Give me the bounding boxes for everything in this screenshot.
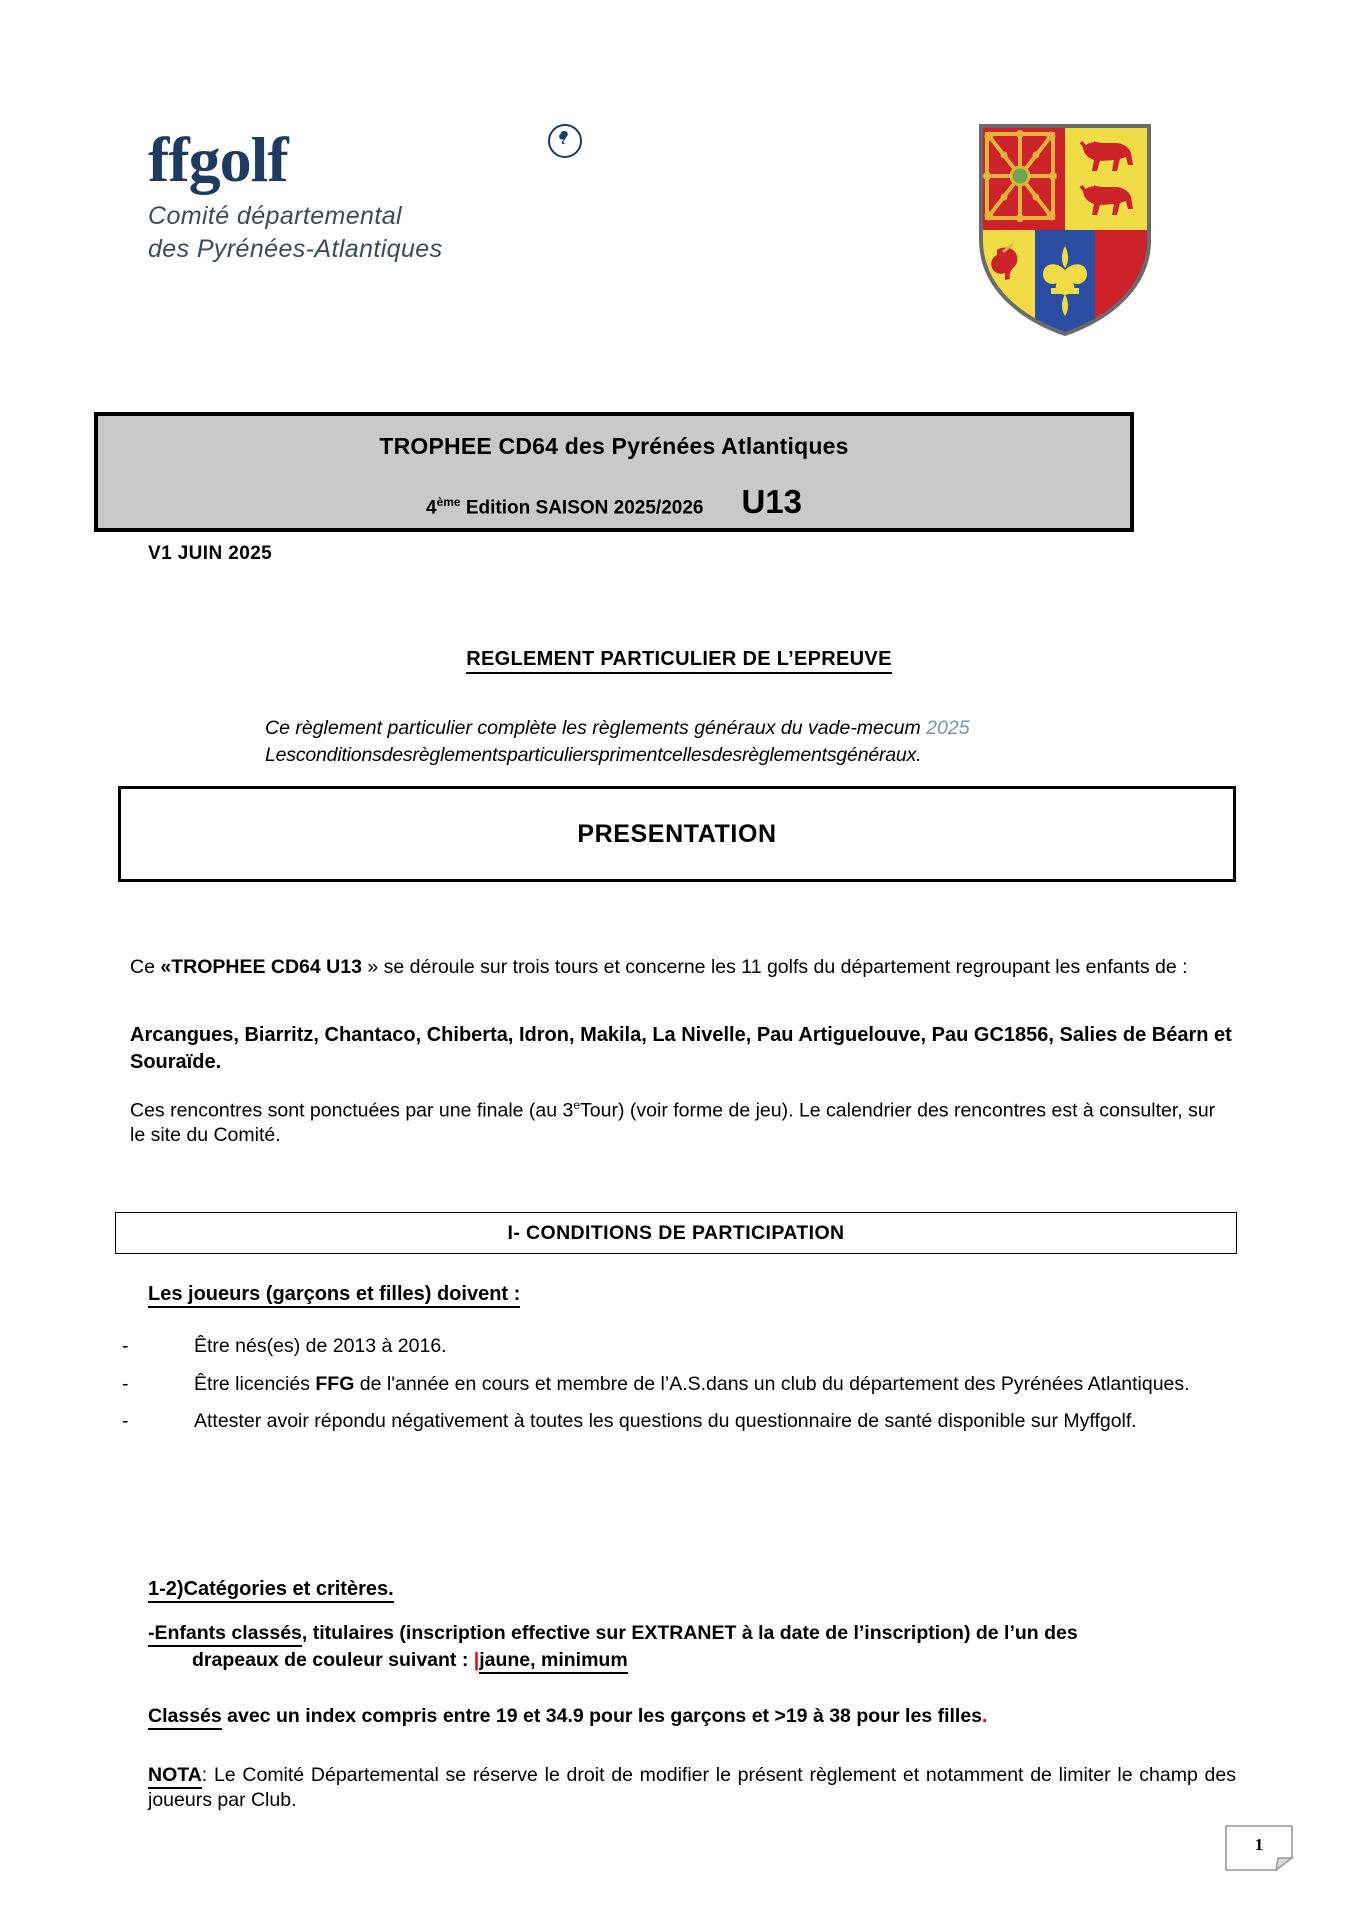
- players-requirements-text: Les joueurs (garçons et filles) doivent :: [148, 1283, 520, 1308]
- version-label: V1 JUIN 2025: [148, 543, 273, 564]
- red-period-mark: .: [982, 1705, 988, 1727]
- trophy-subtitle-row: [98, 485, 1130, 519]
- vade-mecum-line2: Lesconditionsdesrèglementsparticuliersprimentcellesdesrèglementsgénéraux.: [265, 743, 922, 766]
- trophy-title-box: [94, 412, 1134, 532]
- finale-prefix: Ces rencontres sont ponctuées par une finale (au 3: [130, 1099, 574, 1122]
- document-header: [0, 0, 1358, 360]
- finale-ordinal-suffix: e: [573, 1098, 581, 1112]
- vade-mecum-line1: [265, 715, 1105, 742]
- finale-paragraph: [130, 1098, 1225, 1148]
- intro-suffix: » se déroule sur trois tours et concerne les 11 golfs du département regroupant les enfants de :: [361, 956, 1188, 978]
- age-category-label: U13: [741, 483, 803, 520]
- presentation-section-box: [118, 786, 1236, 882]
- bullet-text-suffix: de l'année en cours et membre de l’A.S.dans un club du département des Pyrénées Atlantiques.: [354, 1372, 1190, 1395]
- trophy-title: TROPHEE CD64 des Pyrénées Atlantiques: [379, 433, 849, 459]
- ranked-children-requirement: [148, 1620, 1238, 1675]
- nota-keyword: NOTA: [148, 1764, 202, 1789]
- ffgolf-logo: [148, 124, 548, 266]
- ffgolf-subtitle: [148, 200, 548, 266]
- bullet-text: Attester avoir répondu négativement à toutes les questions du questionnaire de santé disponible sur Myffgolf.: [194, 1410, 1137, 1433]
- conditions-section-label: I- CONDITIONS DE PARTICIPATION: [507, 1221, 845, 1244]
- list-item: [122, 1368, 1237, 1402]
- edition-ordinal-suffix: ème: [436, 494, 461, 509]
- ffg-keyword: FFG: [315, 1372, 355, 1395]
- vade-mecum-note: [265, 715, 1105, 769]
- bullet-marker: -: [122, 1335, 129, 1357]
- page-number-badge: [1222, 1820, 1296, 1876]
- bullet-marker: -: [122, 1372, 129, 1395]
- presentation-label: PRESENTATION: [577, 819, 777, 848]
- players-requirements-subheading: [148, 1283, 520, 1306]
- classes-rest: avec un index compris entre 19 et 34.9 pour les garçons et >19 à 38 pour les filles: [221, 1705, 983, 1727]
- page-number: 1: [1254, 1835, 1264, 1854]
- list-item: [122, 1405, 1237, 1439]
- index-range-requirement: [148, 1705, 1238, 1728]
- finale-suffix: Tour) (voir forme de jeu). Le calendrier des rencontres est à consulter, sur le site du Comité.: [130, 1099, 1216, 1147]
- bullet-text-prefix: Être licenciés: [194, 1372, 316, 1395]
- red-mark-icon: |: [473, 1649, 480, 1672]
- bullet-text: Être nés(es) de 2013 à 2016.: [194, 1335, 447, 1357]
- intro-trophy-name: «TROPHEE CD64 U13: [160, 956, 362, 978]
- ranked-children-keyword: -Enfants classés: [148, 1622, 302, 1647]
- participating-clubs-list: Arcangues, Biarritz, Chantaco, Chiberta, Idron, Makila, La Nivelle, Pau Artiguelouve, Pau GC1856, Salies de Béarn et Souraïde.: [130, 1024, 1232, 1073]
- flag-colour-line: [148, 1647, 1238, 1674]
- categories-heading-text: 1-2)Catégories et critères.: [148, 1578, 394, 1603]
- pyrenees-atlantiques-crest-icon: [975, 122, 1155, 338]
- list-item: [122, 1330, 1237, 1364]
- conditions-section-box: [115, 1212, 1237, 1254]
- intro-prefix: Ce: [130, 956, 161, 978]
- nota-paragraph: [148, 1763, 1236, 1814]
- edition-season-label: 4ème Edition SAISON 2025/2026: [425, 494, 704, 518]
- bullet-marker: -: [122, 1410, 129, 1433]
- flag-colour-value: jaune, minimum: [479, 1649, 627, 1674]
- bullet-text: [194, 1368, 1237, 1402]
- ffgolf-wordmark: ffgolf: [148, 124, 288, 195]
- flag-colour-prefix: drapeaux de couleur suivant :: [192, 1649, 474, 1672]
- reglement-heading-text: REGLEMENT PARTICULIER DE L’EPREUVE: [466, 648, 891, 674]
- ffgolf-subtitle-line2: des Pyrénées-Atlantiques: [148, 235, 443, 263]
- presentation-intro-paragraph: [130, 955, 1230, 980]
- classes-keyword: Classés: [148, 1705, 222, 1730]
- vade-mecum-text: Ce règlement particulier complète les règlements généraux du vade-mecum: [265, 717, 927, 739]
- categories-heading: [148, 1578, 394, 1601]
- registered-rooster-icon: [548, 124, 582, 158]
- reglement-heading: [0, 648, 1358, 671]
- requirements-list: [122, 1330, 1237, 1443]
- ffgolf-subtitle-line1: Comité départemental: [148, 202, 402, 230]
- ranked-children-rest: , titulaires (inscription effective sur EXTRANET à la date de l’inscription) de l’un des: [301, 1622, 1078, 1644]
- vade-mecum-year: 2025: [926, 717, 970, 739]
- nota-text: : Le Comité Départemental se réserve le droit de modifier le présent règlement et notamment de limiter le champ des joueurs par Club.: [148, 1764, 1236, 1812]
